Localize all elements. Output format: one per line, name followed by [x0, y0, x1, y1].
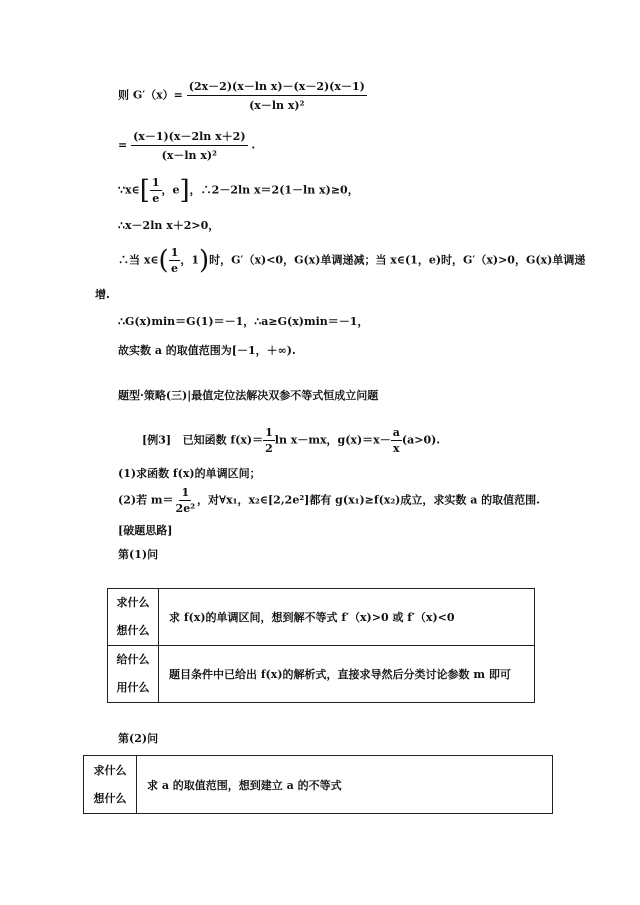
fraction-denominator: (x－ln x)²	[161, 149, 217, 162]
row-label	[84, 756, 137, 814]
equation-suffix: ，∴2－2ln x＝2(1－ln x)≥0，	[189, 183, 359, 197]
fraction-denominator: e	[171, 262, 179, 275]
fraction	[150, 176, 162, 205]
section-title: 题型·策略(三)|最值定位法解决双参不等式恒成立问题	[118, 389, 379, 402]
equation-line-3: ∵x∈[ $\frac{1}{e}$ ，e]，∴2－2ln x＝2(1－ln x)≥0，	[118, 175, 359, 206]
thinking-table-2	[83, 755, 553, 814]
row-label	[108, 589, 159, 646]
equation-prefix: ∴当 x∈	[118, 253, 159, 267]
row-label-line: 想什么	[93, 791, 127, 805]
row-label-line: 求什么	[93, 763, 127, 777]
example-statement	[142, 426, 440, 455]
conclusion-line: 故实数 a 的取值范围为[－1，＋∞).	[118, 344, 296, 357]
fraction-denominator: e	[152, 192, 160, 205]
equation-suffix: .	[251, 138, 256, 152]
question-1: (1)求函数 f(x)的单调区间；	[118, 467, 261, 480]
fraction-denominator: 2e²	[175, 502, 196, 515]
table-row	[108, 646, 535, 703]
interval-end: ，e	[161, 183, 180, 197]
fraction-numerator: 1	[170, 246, 179, 259]
equation-suffix: 时，G′（x)<0，G(x)单调递减；当 x∈(1，e)时，G′（x)>0，G(x)单调递	[209, 253, 586, 267]
fraction-numerator: (x－1)(x－2ln x＋2)	[131, 128, 247, 146]
question-2	[118, 486, 540, 515]
equation-prefix: 则 G′（x）=	[118, 88, 183, 102]
fraction-numerator: 1	[265, 426, 273, 439]
example-text: (a>0).	[401, 433, 441, 447]
row-label-line: 想什么	[116, 624, 150, 637]
fraction-denominator: x	[393, 442, 400, 455]
interval-end: ，1	[180, 253, 199, 267]
fraction-denominator: 2	[265, 442, 273, 455]
row-label	[108, 646, 159, 703]
fraction	[174, 486, 197, 515]
fraction-denominator: (x－ln x)²	[249, 99, 305, 112]
table-row	[84, 756, 553, 814]
row-text: 求 a 的取值范围，想到建立 a 的不等式	[137, 756, 553, 814]
fraction	[263, 426, 275, 455]
part-1-title: 第(1)问	[118, 548, 159, 561]
equation-prefix: =	[118, 138, 128, 152]
question-text: ，对∀x₁，x₂∈[2,2e²]都有 g(x₁)≥f(x₂)成立，求实数 a 的取值范围.	[197, 493, 540, 507]
equation-line-4: ∴x－2ln x＋2>0，	[118, 219, 220, 232]
part-2-title: 第(2)问	[118, 732, 159, 745]
fraction	[391, 426, 402, 455]
equation-line-5: ∴当 x∈( $\frac{1}{e}$ ，1)时，G′（x)<0，G(x)单调递减；当 x∈(1，e)时，G′（x)>0，G(x)单调递	[118, 245, 586, 276]
equation-line-2	[118, 128, 255, 163]
row-label-line: 用什么	[116, 681, 150, 694]
row-text: 题目条件中已给出 f(x)的解析式，直接求导然后分类讨论参数 m 即可	[159, 646, 535, 703]
example-label: [例3]	[142, 433, 172, 447]
thinking-table-1	[107, 588, 535, 703]
break-title: [破题思路]	[118, 524, 173, 537]
fraction	[187, 78, 367, 113]
equation-line-5-wrap: 增.	[95, 288, 110, 301]
equation-prefix: ∵x∈	[118, 183, 140, 197]
row-label-line: 给什么	[116, 653, 150, 666]
example-text: ln x－mx，g(x)＝x－	[274, 433, 391, 447]
fraction-numerator: 1	[181, 486, 190, 499]
equation-line-1	[118, 78, 367, 113]
row-label-line: 求什么	[116, 596, 150, 609]
fraction	[169, 246, 181, 275]
row-text: 求 f(x)的单调区间，想到解不等式 f′（x)>0 或 f′（x)<0	[159, 589, 535, 646]
table-row	[108, 589, 535, 646]
fraction	[131, 128, 247, 163]
fraction-numerator: 1	[151, 176, 160, 189]
equation-line-6: ∴G(x)min＝G(1)＝－1，∴a≥G(x)min＝－1，	[118, 315, 369, 328]
fraction-numerator: a	[392, 426, 400, 439]
example-text: 已知函数 f(x)＝	[182, 433, 264, 447]
fraction-numerator: (2x－2)(x－ln x)－(x－2)(x－1)	[187, 78, 367, 96]
question-text: (2)若 m＝	[118, 493, 174, 507]
